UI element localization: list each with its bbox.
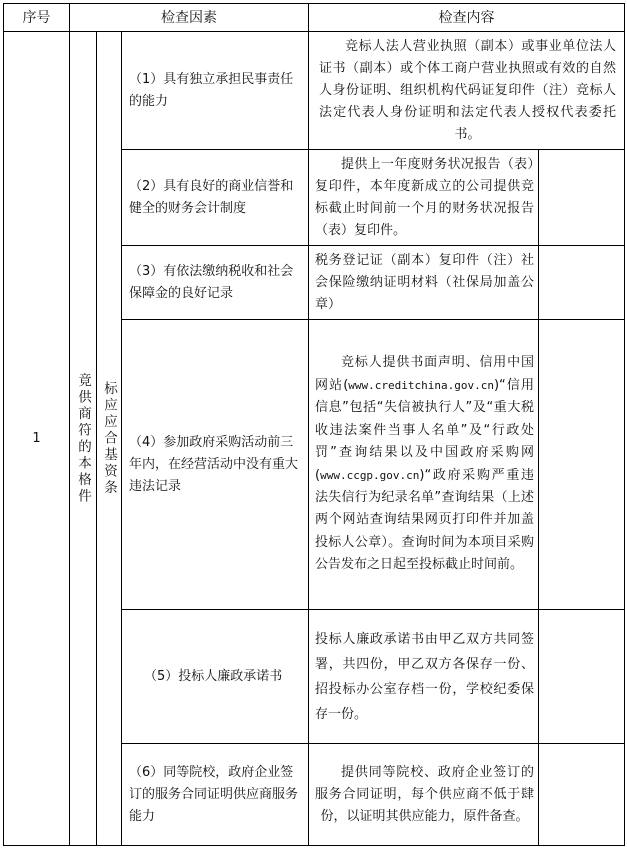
content-text: )“政府采购严重违法失信行为纪录名单”查询结果（上述两个网站查询结果网页打印件并加盖投标人公章）。查询时间为本项目采购公告发布之日起至投标截止时间前。	[315, 467, 534, 573]
empty-cell	[539, 246, 625, 320]
content-text: )“信用信息”包括“失信被执行人”及“重大税收违法案件当事人名单”及“行政处罚”查询结果以及中国政府采购网(	[315, 377, 534, 483]
content-cell: 税务登记证（副本）复印件（注）社会保险缴纳证明材料（社保局加盖公章）	[309, 246, 539, 320]
factor-cell: （1）具有独立承担民事责任的能力	[122, 32, 309, 150]
header-factor: 检查因素	[70, 4, 309, 32]
empty-cell	[539, 744, 625, 846]
empty-cell	[539, 320, 625, 610]
content-cell: 竞标人法人营业执照（副本）或事业单位法人证书（副本）或个体工商户营业执照或有效的自然人身份证明、组织机构代码证复印件（注）竞标人法定代表人身份证明和法定代表人授权代表委托书。	[309, 32, 625, 150]
content-cell: 提供同等院校、政府企业签订的服务合同证明，每个供应商不低于肆份，以证明其供应能力，原件备查。	[309, 744, 539, 846]
header-content: 检查内容	[309, 4, 625, 32]
link-ccgp[interactable]: www.ccgp.gov.cn	[320, 468, 420, 482]
content-cell	[309, 320, 539, 610]
content-text: 竞标人提供书面声明、信用中国网站(	[315, 355, 534, 393]
group-right-label: 标应应合基资条	[101, 380, 117, 497]
factor-cell: （2）具有良好的商业信誉和健全的财务会计制度	[122, 150, 309, 246]
group-left-label: 竟供商符的本格件	[75, 372, 91, 505]
header-row	[4, 4, 625, 32]
group-left-cell	[70, 32, 97, 846]
content-cell: 投标人廉政承诺书由甲乙双方共同签署，共四份，甲乙双方各保存一份、招投标办公室存档一份，学校纪委保存一份。	[309, 610, 539, 744]
empty-cell	[539, 150, 625, 246]
link-creditchina[interactable]: www.creditchina.gov.cn	[348, 378, 494, 392]
empty-cell	[539, 610, 625, 744]
factor-cell: （4）参加政府采购活动前三年内，在经营活动中没有重大违法记录	[122, 320, 309, 610]
content-cell: 提供上一年度财务状况报告（表）复印件，本年度新成立的公司提供竞标截止时间前一个月的财务状况报告（表）复印件。	[309, 150, 539, 246]
serial-number: 1	[4, 32, 70, 846]
header-no: 序号	[4, 4, 70, 32]
group-right-cell	[97, 32, 122, 846]
factor-cell: （5）投标人廉政承诺书	[122, 610, 309, 744]
inspection-table	[3, 3, 625, 846]
table-row	[4, 32, 625, 150]
factor-cell: （3）有依法缴纳税收和社会保障金的良好记录	[122, 246, 309, 320]
factor-cell: （6）同等院校，政府企业签订的服务合同证明供应商服务能力	[122, 744, 309, 846]
